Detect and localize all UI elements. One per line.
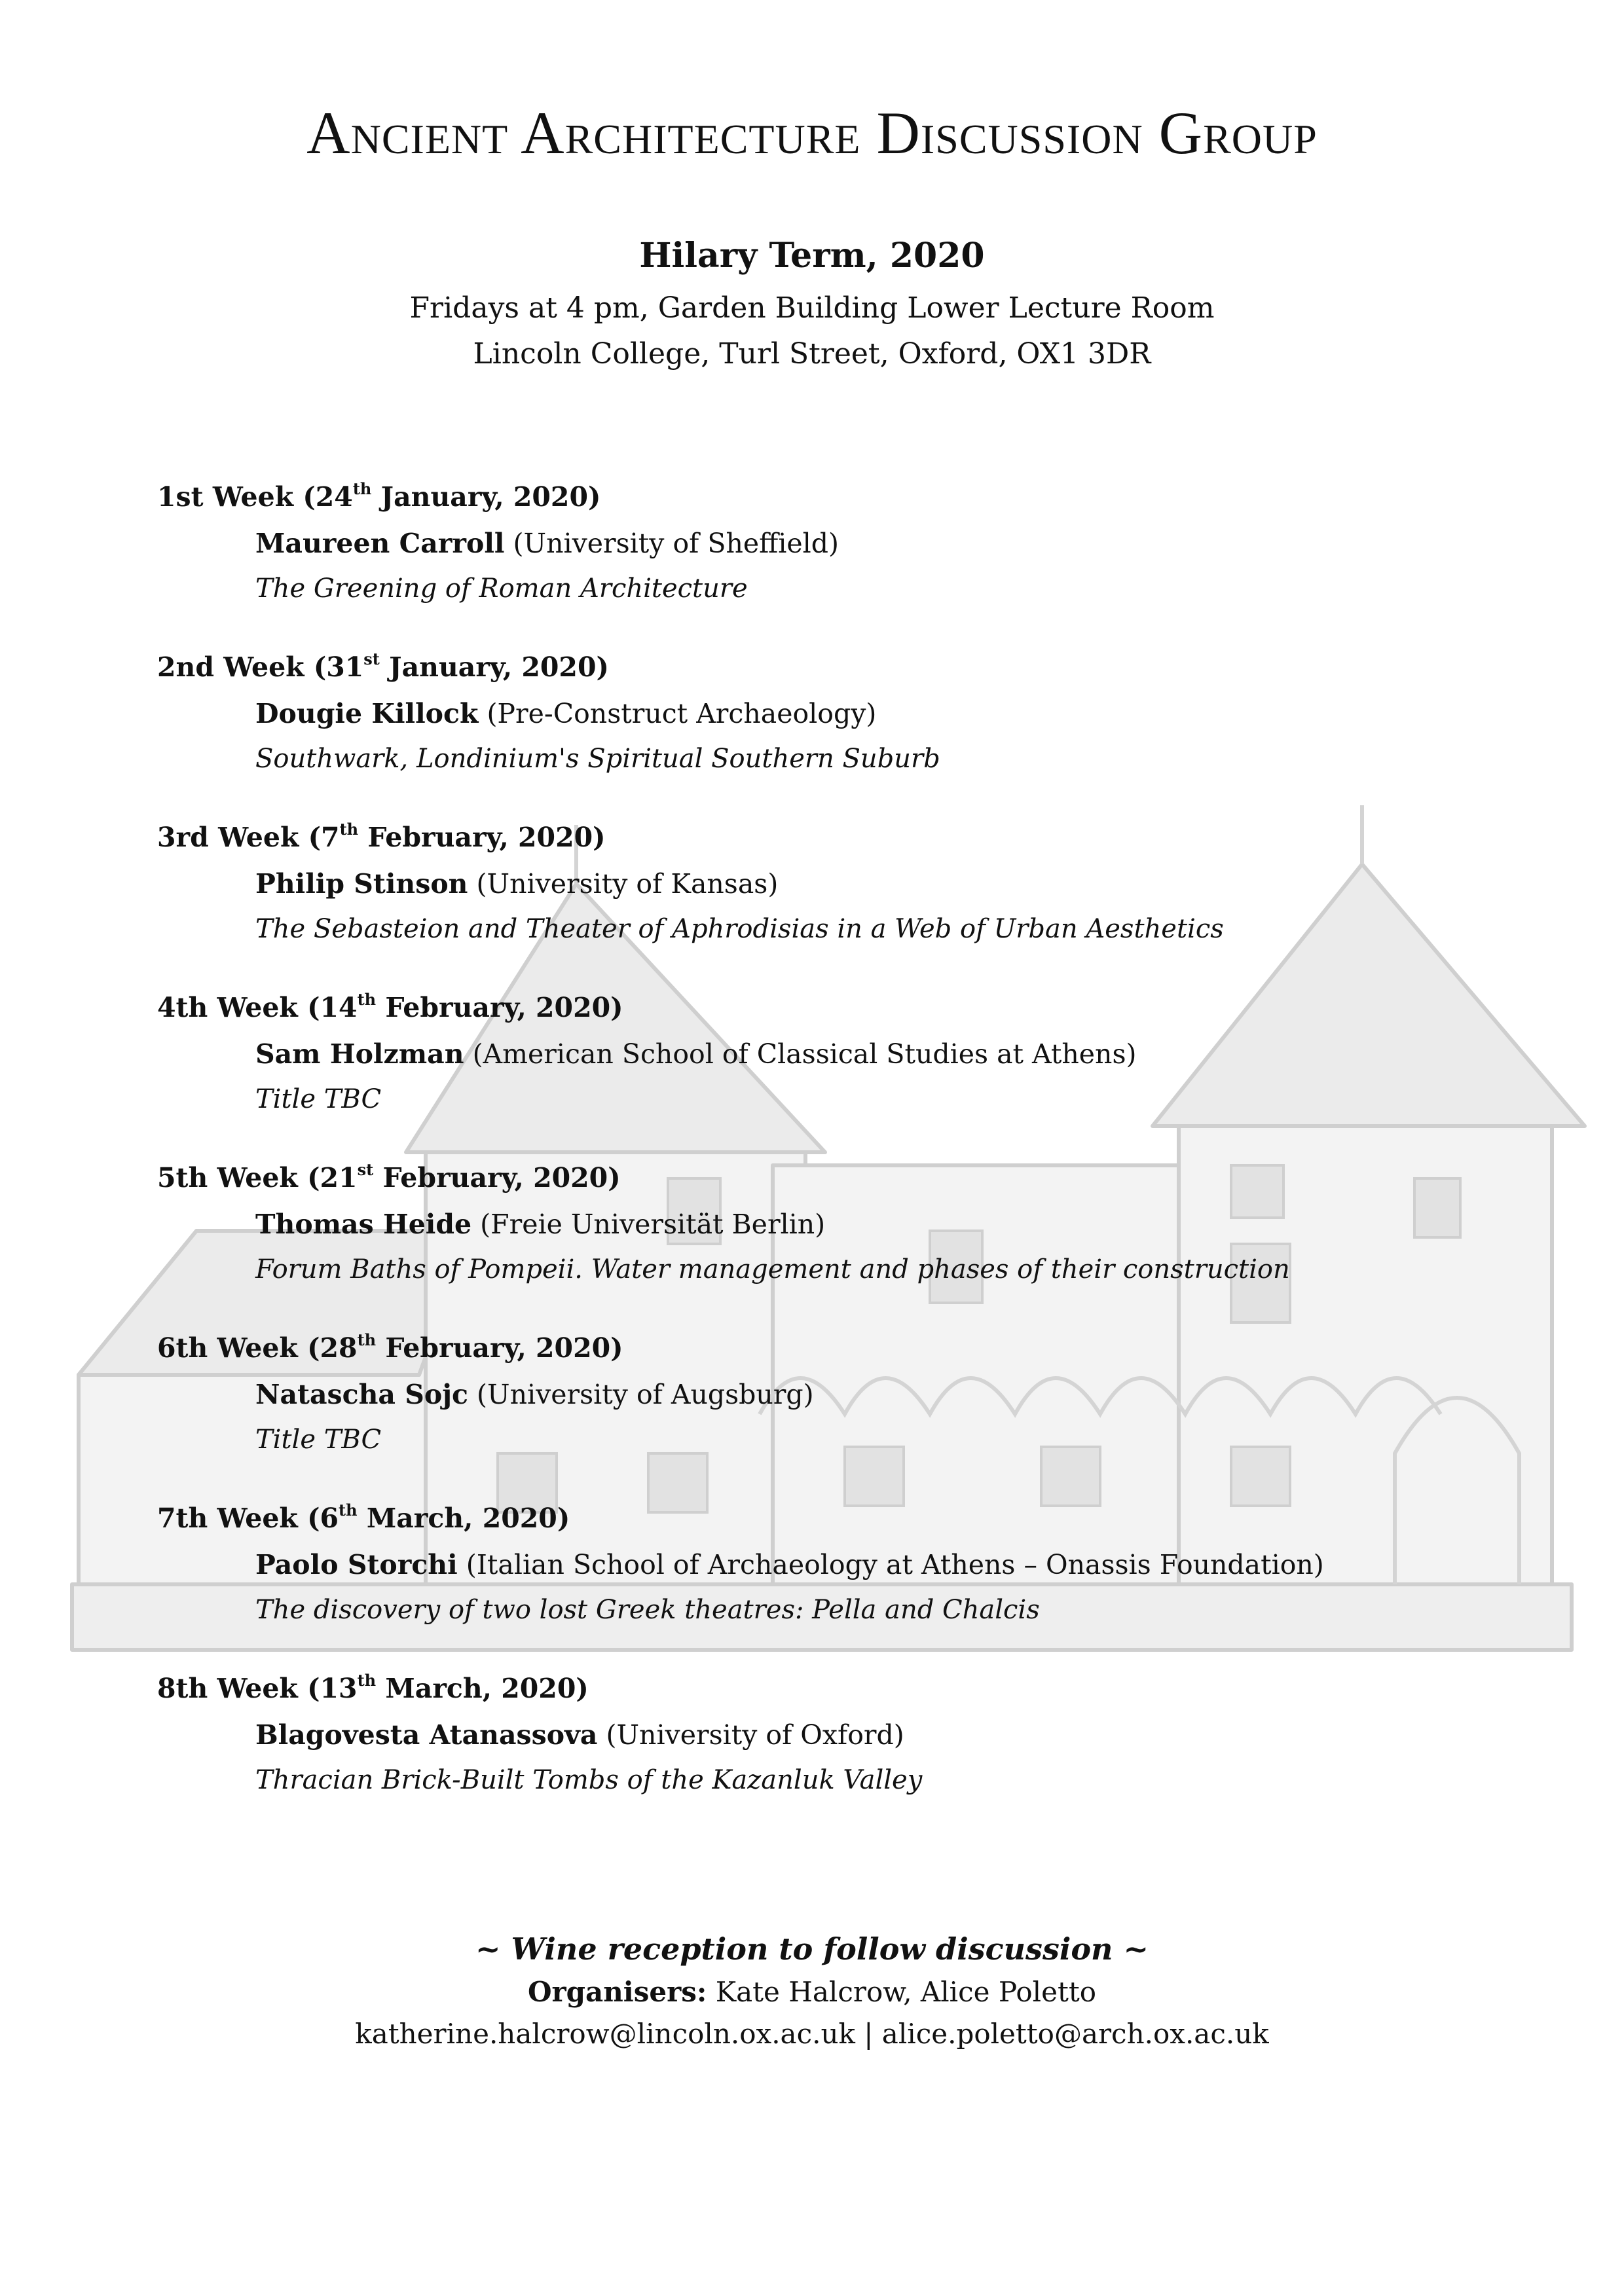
term-heading: Hilary Term, 2020 [639, 236, 985, 276]
week-date-rest: February, 2020) [376, 1332, 623, 1364]
date-suffix: th [357, 1671, 377, 1690]
week-date [157, 1332, 1532, 1362]
speaker-name: Natascha Sojc [255, 1379, 468, 1410]
week-entry-1 [157, 481, 1532, 602]
week-label: 1st Week (24 [157, 481, 353, 513]
week-date [157, 1503, 1532, 1532]
venue-line-2: Lincoln College, Turl Street, Oxford, OX1 3DR [473, 337, 1151, 371]
week-date [157, 992, 1532, 1021]
reception-note: ~ Wine reception to follow discussion ~ [475, 1931, 1149, 1967]
week-date [157, 481, 1532, 511]
speaker-name: Maureen Carroll [255, 528, 505, 559]
speaker-name: Sam Holzman [255, 1038, 464, 1070]
talk-title: Title TBC [255, 1084, 382, 1114]
date-suffix: st [357, 1160, 374, 1179]
organisers-label: Organisers: [527, 1976, 707, 2008]
date-suffix: th [352, 479, 372, 498]
speaker-line [255, 530, 1532, 557]
talk-title: Title TBC [255, 1425, 382, 1455]
week-date-rest: March, 2020) [376, 1673, 589, 1704]
speaker-affiliation: (University of Kansas) [468, 868, 779, 900]
date-suffix: th [339, 1501, 358, 1520]
week-date-rest: February, 2020) [358, 822, 606, 853]
speaker-name: Paolo Storchi [255, 1549, 458, 1580]
week-date-rest: February, 2020) [376, 992, 623, 1023]
speaker-line [255, 1381, 1532, 1408]
date-suffix: st [363, 649, 380, 668]
speaker-name: Philip Stinson [255, 868, 468, 900]
speaker-line [255, 1719, 1532, 1751]
organisers-names: Kate Halcrow, Alice Poletto [707, 1976, 1097, 2008]
week-entry-8 [157, 1673, 1532, 1793]
speaker-affiliation: (University of Oxford) [597, 1719, 904, 1751]
talk-title: The discovery of two lost Greek theatres: Pella and Chalcis [255, 1595, 1040, 1625]
week-entry-3 [157, 822, 1532, 942]
week-date [157, 651, 1532, 681]
speaker-affiliation: (University of Sheffield) [504, 528, 839, 559]
date-suffix: th [339, 820, 359, 839]
speaker-affiliation: (American School of Classical Studies at Athens) [464, 1038, 1137, 1070]
talk-title: Thracian Brick-Built Tombs of the Kazanluk Valley [255, 1765, 923, 1795]
speaker-line [255, 868, 1532, 900]
week-entry-4 [157, 992, 1532, 1112]
speaker-line [255, 1211, 1532, 1238]
page-title: Ancient Architecture Discussion Group [306, 100, 1318, 166]
week-date [157, 822, 1532, 851]
speaker-affiliation: (University of Augsburg) [468, 1379, 814, 1410]
week-date-rest: February, 2020) [373, 1162, 621, 1194]
date-suffix: th [357, 1330, 377, 1349]
week-label: 8th Week (13 [157, 1673, 358, 1704]
speaker-name: Blagovesta Atanassova [255, 1719, 598, 1751]
speaker-affiliation: (Freie Universität Berlin) [471, 1209, 826, 1240]
speaker-line [255, 1038, 1532, 1070]
week-date-rest: January, 2020) [371, 481, 601, 513]
speaker-name: Thomas Heide [255, 1209, 472, 1240]
organisers-line [0, 1976, 1624, 2008]
week-date-rest: March, 2020) [357, 1503, 570, 1534]
talk-title: The Sebasteion and Theater of Aphrodisias in a Web of Urban Aesthetics [255, 914, 1224, 944]
week-date [157, 1162, 1532, 1192]
speaker-line [255, 698, 1532, 729]
date-suffix: th [357, 990, 377, 1009]
week-entry-5 [157, 1162, 1532, 1283]
week-date [157, 1673, 1532, 1702]
speaker-line [255, 1549, 1532, 1580]
week-label: 3rd Week (7 [157, 822, 340, 853]
venue-line-1: Fridays at 4 pm, Garden Building Lower Lecture Room [409, 291, 1215, 325]
week-entry-7 [157, 1503, 1532, 1623]
week-date-rest: January, 2020) [379, 651, 609, 683]
week-label: 6th Week (28 [157, 1332, 358, 1364]
week-entry-2 [157, 651, 1532, 772]
talk-title: Southwark, Londinium's Spiritual Southern Suburb [255, 744, 940, 774]
speaker-name: Dougie Killock [255, 698, 479, 729]
speaker-affiliation: (Pre-Construct Archaeology) [478, 698, 877, 729]
week-label: 2nd Week (31 [157, 651, 364, 683]
talk-title: The Greening of Roman Architecture [255, 574, 748, 604]
contact-emails: katherine.halcrow@lincoln.ox.ac.uk | alice.poletto@arch.ox.ac.uk [355, 2018, 1269, 2050]
week-label: 4th Week (14 [157, 992, 358, 1023]
week-label: 7th Week (6 [157, 1503, 339, 1534]
week-label: 5th Week (21 [157, 1162, 358, 1194]
talk-title: Forum Baths of Pompeii. Water management and phases of their construction [255, 1254, 1290, 1285]
speaker-affiliation: (Italian School of Archaeology at Athens – Onassis Foundation) [457, 1549, 1324, 1580]
week-entry-6 [157, 1332, 1532, 1453]
